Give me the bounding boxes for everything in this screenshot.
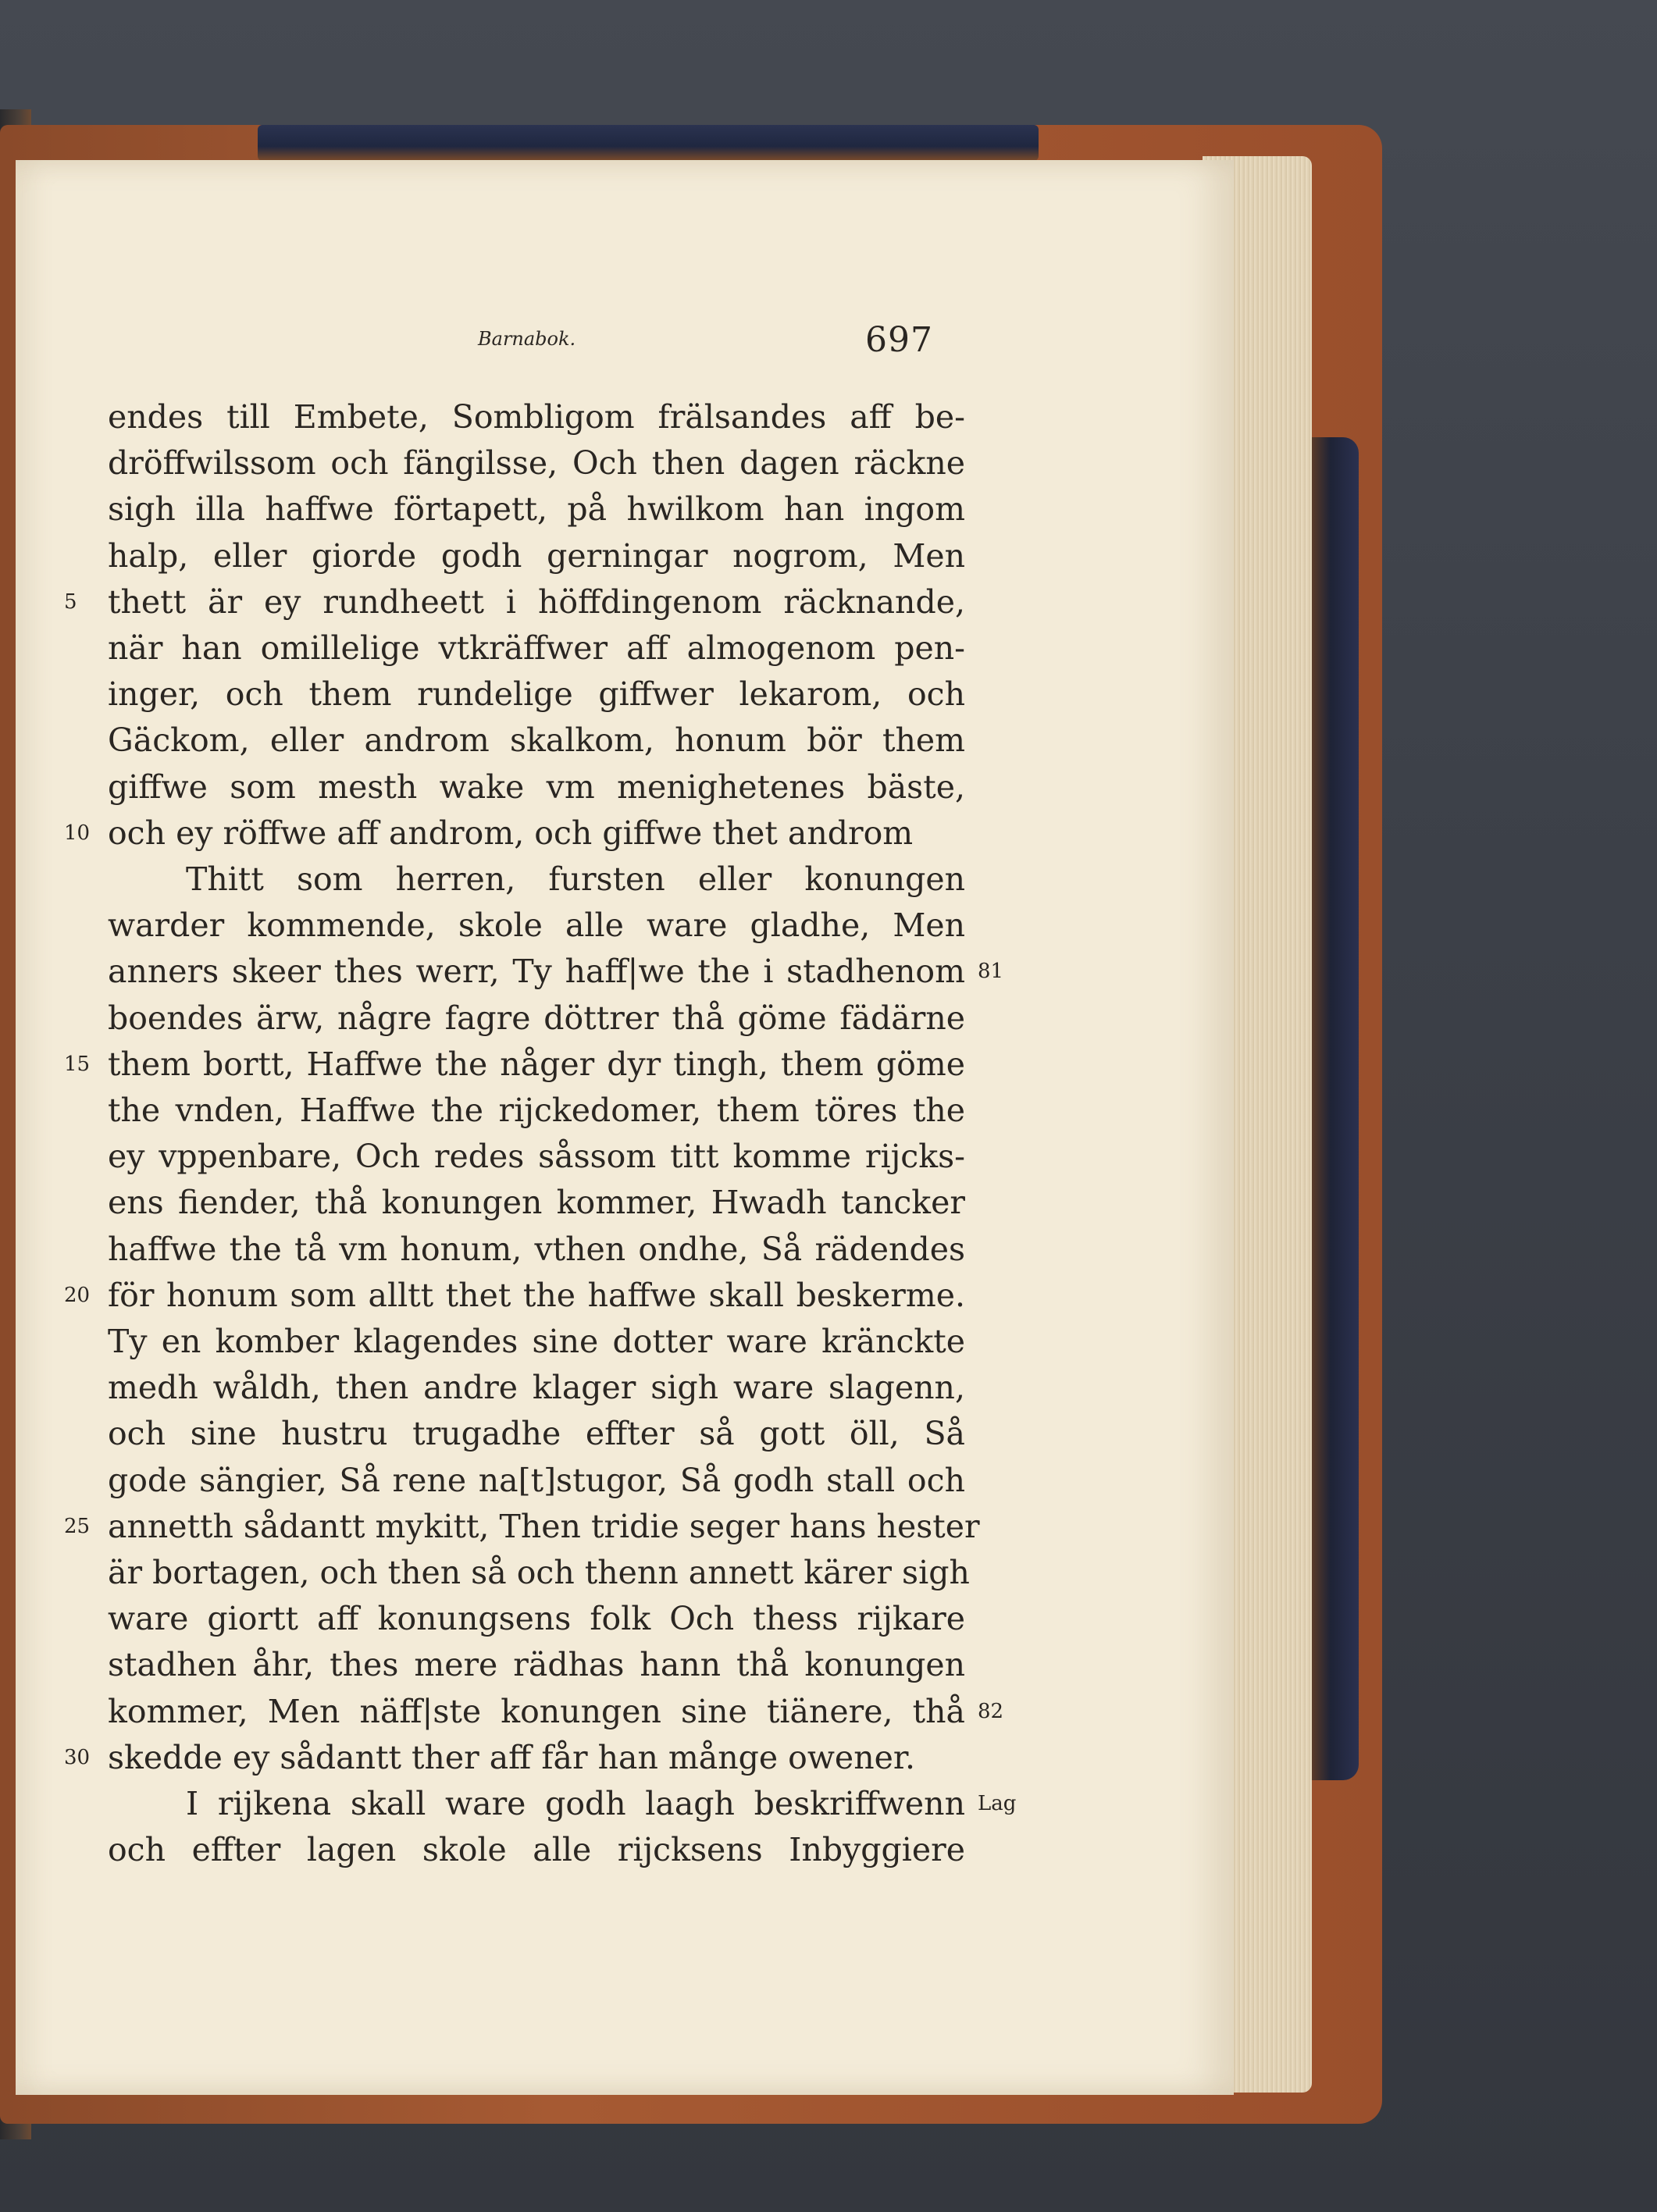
text-line: Gäckom, eller androm skalkom, honum bör them (108, 721, 965, 759)
text-line: gode sängier, Så rene na[t]stugor, Så godh stall och (108, 1462, 965, 1499)
margin-note: Lag (978, 1792, 1017, 1815)
cover-top-strip (258, 125, 1039, 161)
text-line: ens fiender, thå konungen kommer, Hwadh tancker (108, 1184, 965, 1221)
text-line: the vnden, Haffwe the rijckedomer, them töres the (108, 1092, 965, 1129)
text-line: sigh illa haffwe förtapett, på hwilkom han ingom (108, 490, 965, 528)
margin-note: 81 (978, 960, 1004, 983)
line-number: 25 (64, 1515, 91, 1538)
text-line: annetth sådantt mykitt, Then tridie seger hans hester (108, 1508, 980, 1545)
text-line: ware giortt aff konungsens folk Och thess rijkare (108, 1600, 965, 1637)
text-line: Thitt som herren, fursten eller konungen (186, 860, 965, 898)
text-line: dröffwilssom och fängilsse, Och then dagen räckne (108, 444, 965, 482)
text-line: anners skeer thes werr, Ty haff|we the i stadhenom (108, 953, 965, 990)
text-line: ey vppenbare, Och redes såssom titt komme rijcks- (108, 1138, 965, 1175)
text-line: kommer, Men näff|ste konungen sine tiänere, thå (108, 1693, 965, 1730)
book-spine-edge (1312, 437, 1359, 1780)
line-number: 30 (64, 1746, 91, 1769)
text-line: giffwe som mesth wake vm menighetenes bäste, (108, 768, 965, 806)
text-line: them bortt, Haffwe the någer dyr tingh, them göme (108, 1045, 965, 1083)
margin-note: 82 (978, 1700, 1004, 1723)
line-number: 5 (64, 590, 77, 614)
text-line: halp, eller giorde godh gerningar nogrom, Men (108, 537, 965, 575)
page-number: 697 (865, 320, 933, 360)
text-line: stadhen åhr, thes mere rädhas hann thå konungen (108, 1646, 965, 1683)
text-line: för honum som alltt thet the haffwe skall beskerme. (108, 1277, 965, 1314)
line-number: 10 (64, 821, 91, 845)
text-line: warder kommende, skole alle ware gladhe, Men (108, 907, 965, 944)
text-line: Ty en komber klagendes sine dotter ware kränckte (108, 1323, 965, 1360)
text-line: I rijkena skall ware godh laagh beskriffwenn (186, 1785, 965, 1822)
text-line: och ey röffwe aff androm, och giffwe thet androm (108, 814, 914, 852)
text-line: thett är ey rundheett i höffdingenom räcknande, (108, 583, 965, 621)
text-line: endes till Embete, Sombligom frälsandes aff be- (108, 398, 965, 436)
line-number: 20 (64, 1284, 91, 1307)
text-line: inger, och them rundelige giffwer lekarom, och (108, 675, 965, 713)
text-line: och sine hustru trugadhe effter så gott öll, Så (108, 1415, 965, 1452)
text-line: boendes ärw, någre fagre döttrer thå göme fädärne (108, 999, 965, 1037)
text-line: haffwe the tå vm honum, vthen ondhe, Så rädendes (108, 1231, 965, 1268)
page-header (0, 320, 1657, 367)
text-line: medh wåldh, then andre klager sigh ware slagenn, (108, 1369, 965, 1406)
running-title: Barnabok. (478, 328, 576, 350)
line-number: 15 (64, 1053, 91, 1076)
text-line: skedde ey sådantt ther aff får han månge owener. (108, 1739, 915, 1776)
text-line: är bortagen, och then så och thenn annett kärer sigh (108, 1554, 970, 1591)
text-line: och effter lagen skole alle rijcksens Inbyggiere (108, 1831, 965, 1868)
text-line: när han omillelige vtkräffwer aff almogenom pen- (108, 629, 965, 667)
